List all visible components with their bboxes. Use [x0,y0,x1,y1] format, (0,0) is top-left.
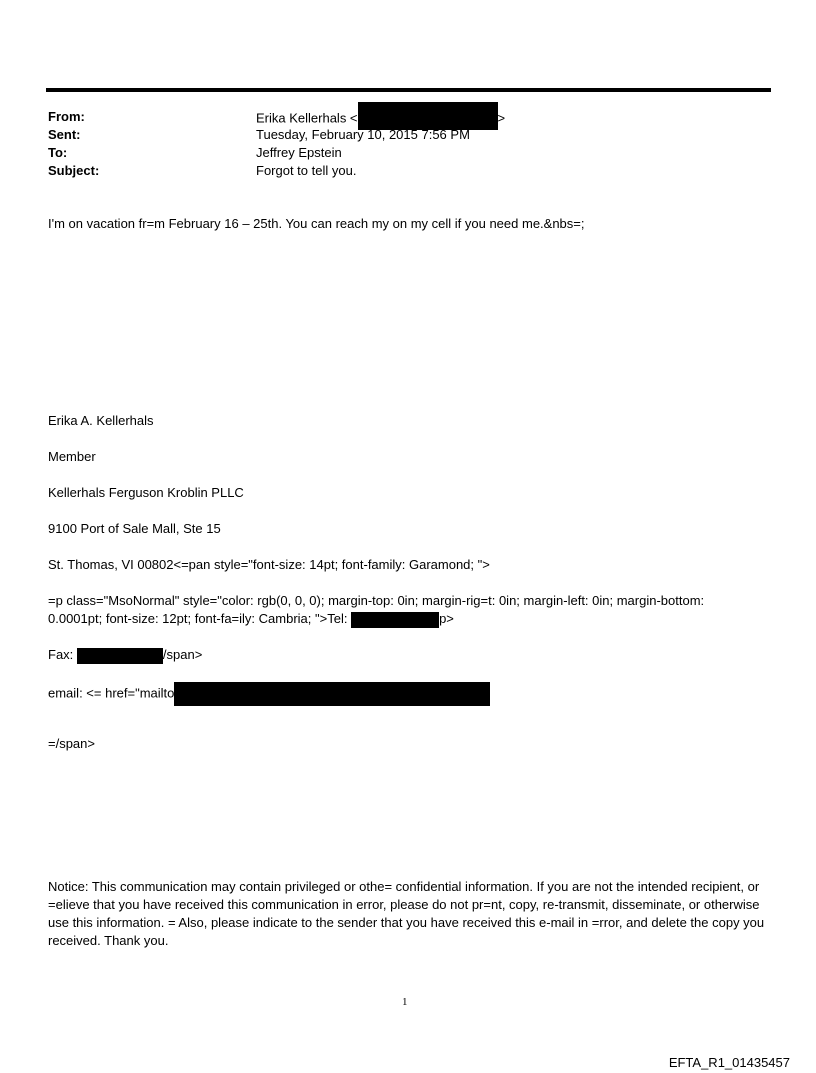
subject-value: Forgot to tell you. [256,163,357,178]
from-name: Erika Kellerhals < [256,110,358,126]
sent-row [48,126,505,144]
signature-city: St. Thomas, VI 00802<=pan style="font-size: 14pt; font-family: Garamond; "> [48,557,490,572]
subject-label: Subject: [48,163,100,178]
fax-tail: /span> [162,647,203,662]
from-row [48,108,505,126]
to-label: To: [48,145,68,160]
from-label: From: [48,109,85,124]
email-line [48,682,490,706]
signature-address: 9100 Port of Sale Mall, Ste 15 [48,521,221,536]
span-close-line: =/span> [48,736,95,751]
signature-title: Member [48,449,96,464]
to-value: Jeffrey Epstein [256,145,342,160]
tel-tail: p> [439,611,454,626]
from-close: > [497,110,506,126]
redaction-box [174,682,490,706]
signature-name: Erika A. Kellerhals [48,413,154,428]
sent-value: Tuesday, February 10, 2015 7:56 PM [256,127,470,142]
msonormal-line-1: =p class="MsoNormal" style="color: rgb(0, 0, 0); margin-top: 0in; margin-rig=t: 0in; margin-left: 0in; margin-bottom: [48,593,705,608]
email-label: email: <= href="mailto [48,685,175,701]
to-row [48,144,505,162]
legal-notice: Notice: This communication may contain privileged or othe= confidential information. If you are not the intended recipient, or =elieve that you have received this communication in error, please do not pr=nt, copy, re-transmit, disseminate, or otherwise use this information. = Also, please indicate to the sender that you have received this e-mail in =rror, and delete the copy you received. Thank you. [48,879,765,948]
subject-row [48,162,505,180]
email-header [48,108,505,180]
msonormal-line-2 [48,610,454,628]
redaction-box [351,612,439,628]
signature-firm: Kellerhals Ferguson Kroblin PLLC [48,485,244,500]
header-rule [46,88,771,92]
fax-line [48,646,202,664]
body-text: I'm on vacation fr=m February 16 – 25th. You can reach my on my cell if you need me.&nbs=; [48,216,585,231]
bates-number: EFTA_R1_01435457 [668,1055,790,1070]
sent-label: Sent: [48,127,81,142]
page-number: 1 [402,996,408,1008]
fax-label: Fax: [48,647,74,662]
redaction-box [77,648,163,664]
tel-prefix: 0.0001pt; font-size: 12pt; font-fa=ily: Cambria; ">Tel: [48,611,348,626]
